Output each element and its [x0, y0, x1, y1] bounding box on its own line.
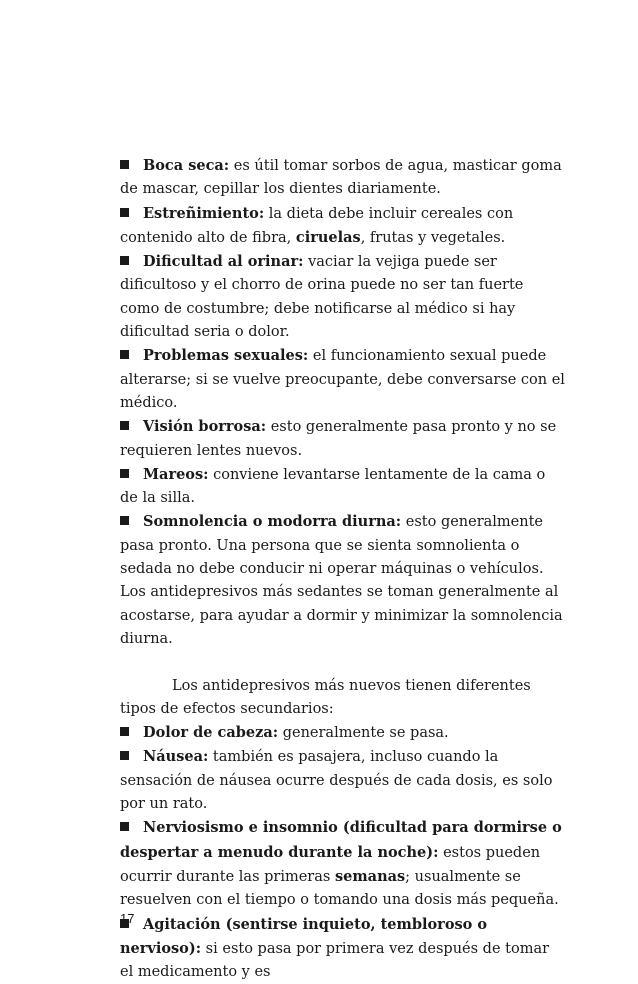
list-item-mareos [120, 463, 565, 511]
list-item-text: es útil tomar sorbos de agua, masticar goma de mascar, cepillar los dientes diariamente. [120, 158, 562, 197]
list-item-agitacion [120, 913, 565, 984]
square-bullet-icon [120, 350, 129, 359]
list-item-text: el funcionamiento sexual puede alterarse; si se vuelve preocupante, debe conversarse con el médico. [120, 348, 565, 411]
list-item-text: conviene levantarse lentamente de la cama o de la silla. [120, 467, 545, 506]
list-item-somnolencia [120, 510, 565, 651]
list-item-term: Nerviosismo e insomnio (dificultad para dormirse o despertar a menudo durante la noche): [120, 819, 562, 860]
list-item-term: Náusea: [143, 748, 208, 765]
list-item-text: esto generalmente pasa pronto y no se requieren lentes nuevos. [120, 419, 556, 458]
intro-paragraph: Los antidepresivos más nuevos tienen diferentes tipos de efectos secundarios: [120, 675, 565, 722]
list-item-term: Visión borrosa: [143, 418, 266, 435]
square-bullet-icon [120, 727, 129, 736]
square-bullet-icon [120, 256, 129, 265]
list-item-text: estos pueden ocurrir durante las primeras [120, 845, 540, 885]
list-item-dificultad-orinar [120, 250, 565, 344]
square-bullet-icon [120, 160, 129, 169]
list-item-text: si esto pasa por primera vez después de tomar el medicamento y es [120, 941, 549, 980]
list-item-emphasis: ciruelas [296, 229, 361, 246]
page-content [120, 154, 565, 984]
list-item-term: Estreñimiento: [143, 205, 264, 222]
list-item-term: Mareos: [143, 466, 209, 483]
list-item-text: ; usualmente se resuelven con el tiempo o tomando una dosis más pequeña. [120, 869, 559, 908]
square-bullet-icon [120, 516, 129, 525]
list-item-text: generalmente se pasa. [278, 725, 449, 741]
list-item-emphasis: semanas [335, 868, 405, 885]
list-item-estrenimiento [120, 202, 565, 251]
square-bullet-icon [120, 208, 129, 217]
square-bullet-icon [120, 751, 129, 760]
square-bullet-icon [120, 822, 129, 831]
list-item-text: la dieta debe incluir cereales con contenido alto de fibra, [120, 206, 513, 246]
list-item-term: Dolor de cabeza: [143, 724, 278, 741]
list-item-nerviosismo [120, 816, 565, 912]
paragraph-spacer [120, 651, 565, 674]
list-item-nausea [120, 745, 565, 816]
list-item-term: Dificultad al orinar: [143, 253, 303, 270]
list-item-text: vaciar la vejiga puede ser dificultoso y el chorro de orina puede no ser tan fuerte como de costumbre; debe notificarse al médico si hay dificultad seria o dolor. [120, 254, 523, 340]
list-item-text: esto generalmente pasa pronto. Una persona que se sienta somnolienta o sedada no debe conducir ni operar máquinas o vehículos. Los antidepresivos más sedantes se toman generalmente al acostarse, para ayudar a dormir y minimizar la somnolencia diurna. [120, 514, 563, 646]
list-item-vision-borrosa [120, 415, 565, 463]
list-item-problemas-sexuales [120, 344, 565, 415]
list-item-term: Boca seca: [143, 157, 229, 174]
list-item-term: Agitación (sentirse inquieto, tembloroso o nervioso): [120, 916, 487, 957]
list-item-dolor-cabeza [120, 721, 565, 745]
list-item-text: también es pasajera, incluso cuando la sensación de náusea ocurre después de cada dosis, es solo por un rato. [120, 749, 552, 812]
list-item-text: , frutas y vegetales. [361, 230, 506, 246]
square-bullet-icon [120, 469, 129, 478]
square-bullet-icon [120, 421, 129, 430]
list-item-term: Problemas sexuales: [143, 347, 308, 364]
page-number: 17 [120, 911, 134, 926]
list-item-term: Somnolencia o modorra diurna: [143, 513, 401, 530]
list-item-boca-seca [120, 154, 565, 202]
